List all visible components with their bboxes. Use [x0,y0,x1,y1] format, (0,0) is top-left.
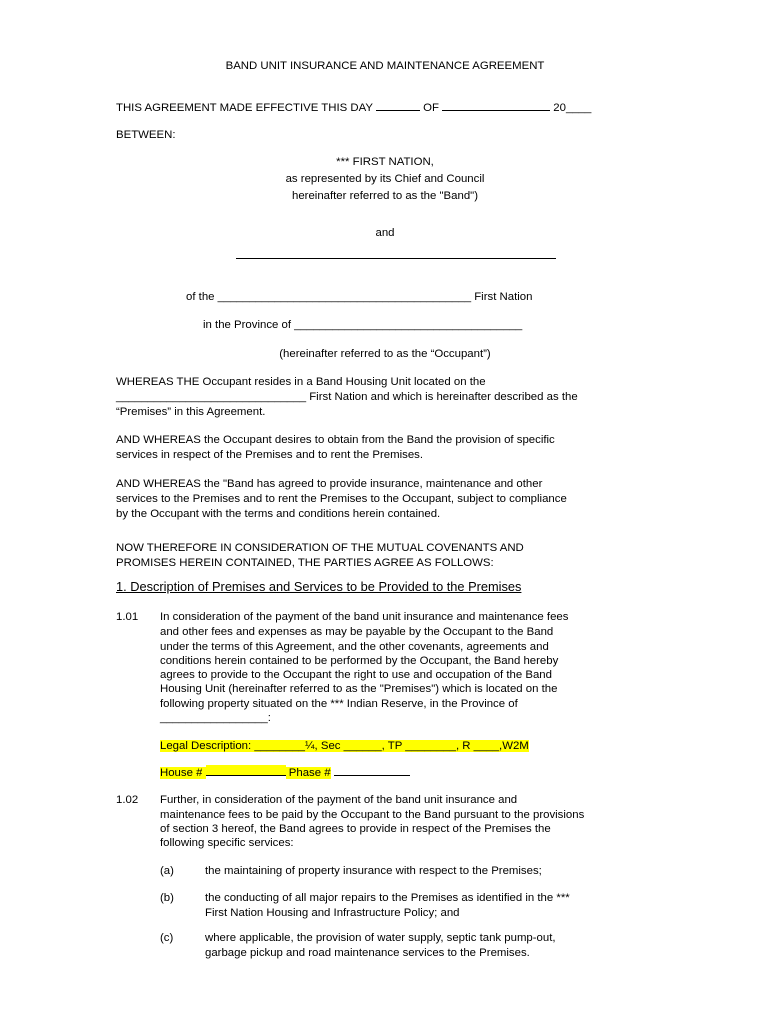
whereas3-line2: services to the Premises and to rent the Premises to the Occupant, subject to compliance [116,493,567,505]
item-c-line2: garbage pickup and road maintenance services to the Premises. [205,947,530,959]
occupant-reference: (hereinafter referred to as the “Occupant”) [279,348,491,360]
effective-prefix: THIS AGREEMENT MADE EFFECTIVE THIS DAY [116,102,373,114]
item-b-label: (b) [160,892,174,904]
party1-name: *** FIRST NATION, [336,156,434,168]
clause-101-number: 1.01 [116,611,139,623]
clause-101-line3: under the terms of this Agreement, and the other covenants, agreements and [160,641,549,653]
whereas3-line3: by the Occupant with the terms and conditions herein contained. [116,508,441,520]
clause-101-line8: _________________: [160,712,271,724]
whereas1-line1: WHEREAS THE Occupant resides in a Band Housing Unit located on the [116,376,486,388]
and-label: and [375,227,395,239]
item-a-line1: the maintaining of property insurance with respect to the Premises; [205,865,542,877]
item-c-label: (c) [160,932,174,944]
whereas3-line1: AND WHEREAS the "Band has agreed to provide insurance, maintenance and other [116,478,543,490]
between-label: BETWEEN: [116,129,176,141]
whereas2-line1: AND WHEREAS the Occupant desires to obtain from the Band the provision of specific [116,434,555,446]
therefore-line1: NOW THEREFORE IN CONSIDERATION OF THE MUTUAL COVENANTS AND [116,542,524,554]
phase-number-blank[interactable] [334,765,410,776]
document-title: BAND UNIT INSURANCE AND MAINTENANCE AGREEMENT [225,60,545,72]
item-b-line2: First Nation Housing and Infrastructure Policy; and [205,907,460,919]
therefore-line2: PROMISES HEREIN CONTAINED, THE PARTIES AGREE AS FOLLOWS: [116,557,494,569]
phase-label: Phase # [288,767,331,779]
house-number-blank[interactable] [206,765,286,776]
clause-102-line3: of section 3 hereof, the Band agrees to provide in respect of the Premises the [160,823,551,835]
house-label: House # [160,767,203,779]
clause-101-line4: conditions herein contained to be performed by the Occupant, the Band hereby [160,655,559,667]
party1-representation: as represented by its Chief and Council [285,173,485,185]
item-c-line1: where applicable, the provision of water supply, septic tank pump-out, [205,932,556,944]
clause-101-line5: agrees to provide to the Occupant the right to use and occupation of the Band [160,669,552,681]
whereas1-line2: ______________________________ First Nation and which is hereinafter described as the [116,391,578,403]
clause-101-line7: following property situated on the *** Indian Reserve, in the Province of [160,698,518,710]
house-phase-line [160,765,410,780]
whereas2-line2: services in respect of the Premises and to rent the Premises. [116,449,424,461]
month-blank[interactable] [442,100,550,111]
whereas1-line3: “Premises” in this Agreement. [116,406,266,418]
section1-heading: 1. Description of Premises and Services to be Provided to the Premises [116,579,522,594]
clause-101-line6: Housing Unit (hereinafter referred to as the "Premises") which is located on the [160,683,558,695]
party1-reference: hereinafter referred to as the "Band") [291,190,478,202]
clause-102-line4: following specific services: [160,837,294,849]
legal-description-text[interactable]: Legal Description: ________¼, Sec ______, TP ________, R ____,W2M [160,740,529,752]
occupant-name-blank[interactable] [236,258,556,259]
clause-101-line1: In consideration of the payment of the band unit insurance and maintenance fees [160,611,569,623]
province-line: in the Province of ____________________________________ [203,319,523,331]
effective-of: OF [423,102,439,114]
item-b-line1: the conducting of all major repairs to the Premises as identified in the *** [205,892,570,904]
effective-year: 20____ [553,102,592,114]
first-nation-line: of the ________________________________________ First Nation [186,291,533,303]
item-a-label: (a) [160,865,174,877]
clause-102-number: 1.02 [116,794,139,806]
legal-description [160,739,529,753]
clause-102-line2: maintenance fees to be paid by the Occupant to the Band pursuant to the provisions [160,809,585,821]
effective-date-line [116,100,591,115]
clause-101-line2: and other fees and expenses as may be payable by the Occupant to the Band [160,626,554,638]
clause-102-line1: Further, in consideration of the payment of the band unit insurance and [160,794,518,806]
day-blank[interactable] [376,100,420,111]
